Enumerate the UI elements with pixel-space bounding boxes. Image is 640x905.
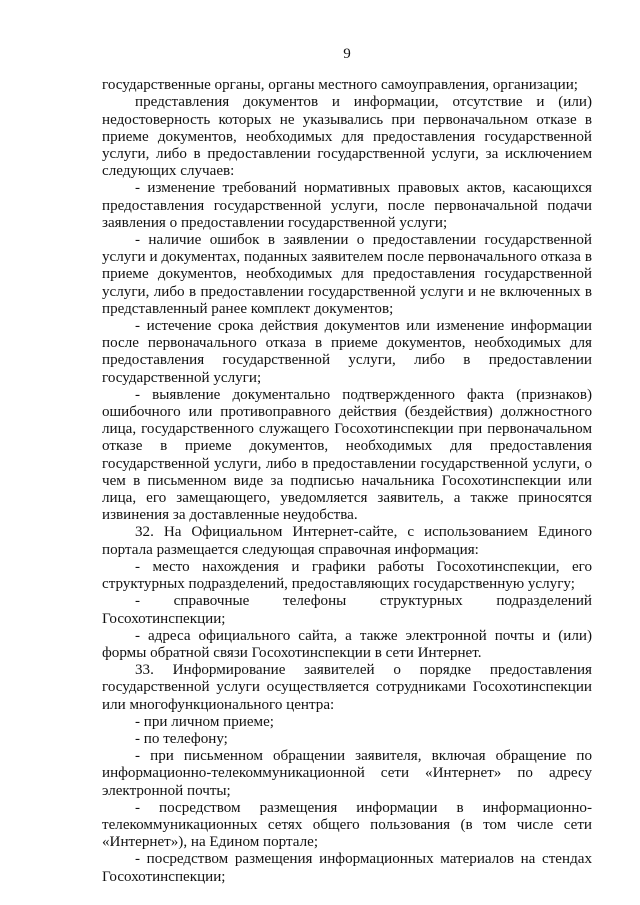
document-page (102, 46, 592, 886)
paragraph: - справочные телефоны структурных подразделений Госохотинспекции; (102, 593, 592, 627)
paragraph: 33. Информирование заявителей о порядке предоставления государственной услуги осуществляется сотрудниками Госохотинспекции или многофункционального центра: (102, 662, 592, 713)
paragraph: - при личном приеме; (135, 713, 274, 730)
paragraph: - по телефону; (135, 730, 228, 747)
page-number: 9 (343, 46, 351, 62)
paragraph: - при письменном обращении заявителя, включая обращение по информационно-телекоммуникационной сети «Интернет» по адресу электронной почты; (102, 748, 592, 799)
paragraph: 32. На Официальном Интернет-сайте, с использованием Единого портала размещается следующая справочная информация: (102, 524, 592, 558)
paragraph: - посредством размещения информации в информационно-телекоммуникационных сетях общего пользования (в том числе сети «Интернет»), на Едином портале; (102, 799, 592, 851)
paragraph: - адреса официального сайта, а также электронной почты и (или) формы обратной связи Госохотинспекции в сети Интернет. (102, 627, 592, 661)
paragraph: - изменение требований нормативных правовых актов, касающихся предоставления государственной услуги, после первоначальной подачи заявления о предоставлении государственной услуги; (102, 180, 592, 231)
paragraph: - место нахождения и графики работы Госохотинспекции, его структурных подразделений, предоставляющих государственную услугу; (102, 558, 592, 593)
paragraph: - посредством размещения информационных материалов на стендах Госохотинспекции; (102, 851, 592, 885)
paragraph: - выявление документально подтвержденного факта (признаков) ошибочного или противоправного действия (бездействия) должностного лица, государственного служащего Госохотинспекции при первоначальном отказе в приеме документов, необходимых для предоставления государственной услуги, либо в предоставлении государственной услуги, о чем в письменном виде за подписью начальника Госохотинспекции или лица, его замещающего, уведомляется заявитель, а также приносятся извинения за доставленные неудобства. (102, 386, 592, 524)
paragraph: представления документов и информации, отсутствие и (или) недостоверность которых не указывались при первоначальном отказе в приеме документов, необходимых для предоставления государственной услуги, либо в предоставлении государственной услуги, за исключением следующих случаев: (102, 94, 592, 180)
paragraph: - истечение срока действия документов или изменение информации после первоначального отказа в приеме документов, необходимых для предоставления государственной услуги, либо в предоставлении государственной услуги; (102, 318, 592, 386)
paragraph: - наличие ошибок в заявлении о предоставлении государственной услуги и документах, поданных заявителем после первоначального отказа в приеме документов, необходимых для предоставления государственной услуги, либо в предоставлении государственной услуги и не включенных в представленный ранее комплект документов; (102, 232, 592, 317)
paragraph: государственные органы, органы местного самоуправления, организации; (102, 77, 578, 94)
